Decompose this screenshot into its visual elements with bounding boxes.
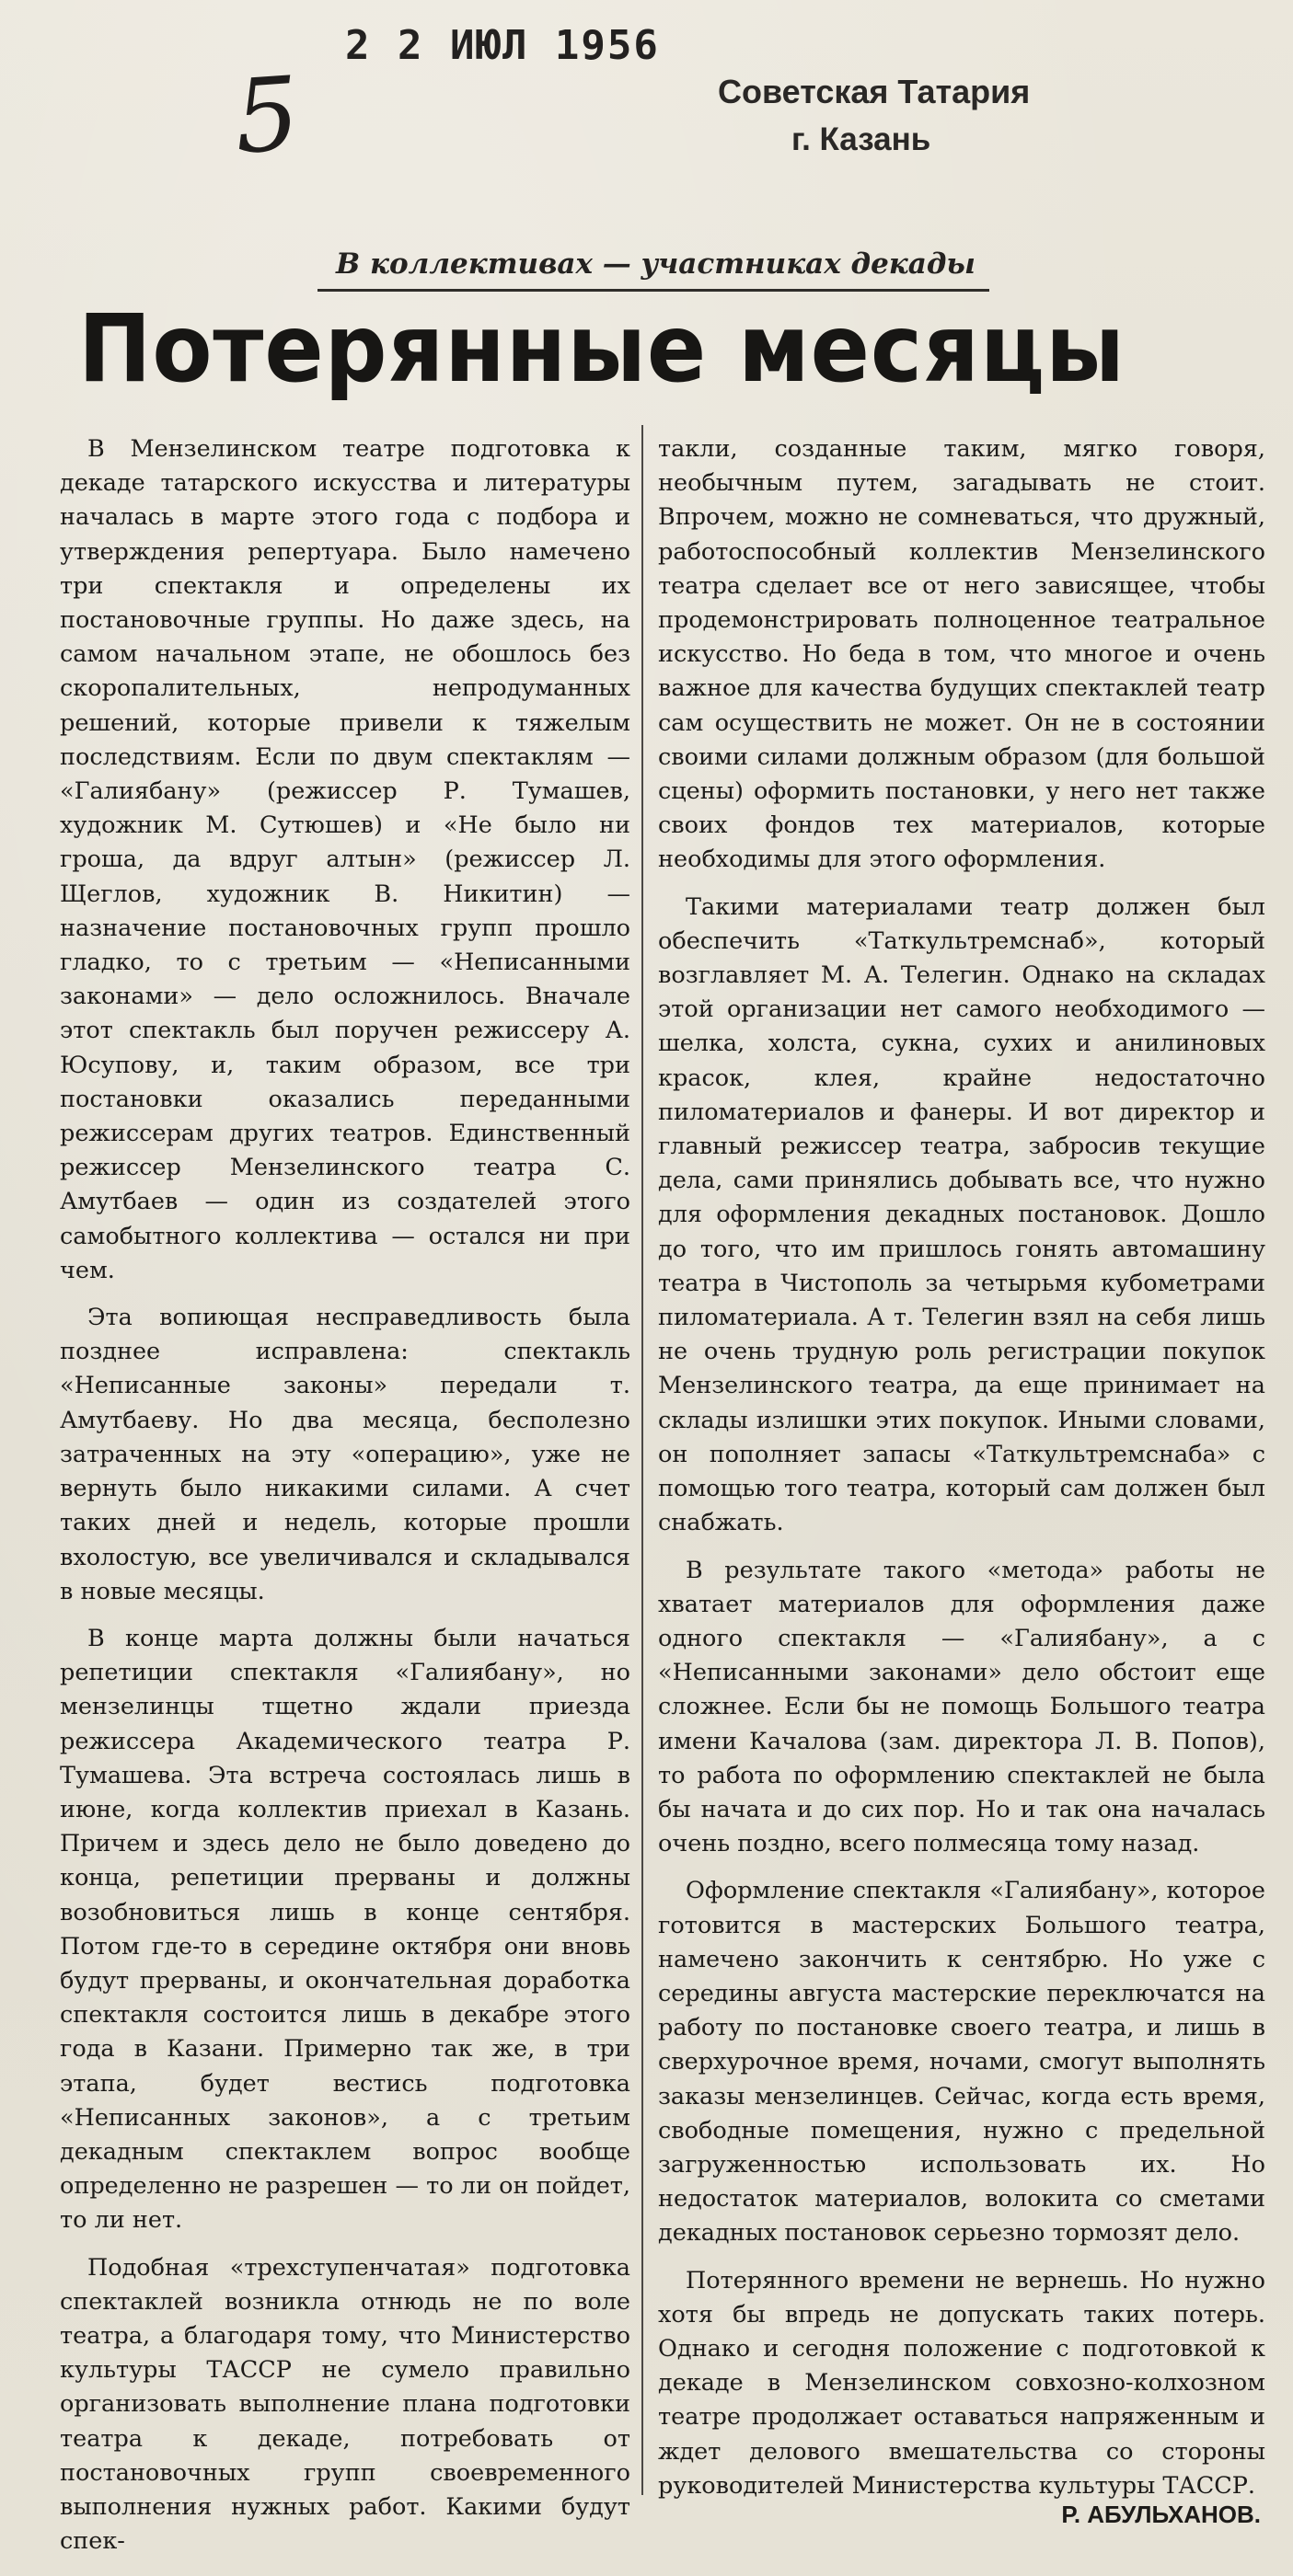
article-column-2 bbox=[658, 432, 1265, 2516]
paragraph: Оформление спектакля «Галиябану», которое готовится в мастерских Большого театра, намечено закончить к сентябрю. Но уже с середины августа мастерские переключатся на работу по постановке своего театра, и лишь в сверхурочное время, ночами, смогут выполнять заказы мензелинцев. Сейчас, когда есть время, свободные помещения, нужно с предельной загруженностью использовать их. Но недостаток материалов, волокита со сметами декадных постановок серьезно тормозят дело. bbox=[658, 1877, 1265, 2248]
author-signature: Р. АБУЛЬХАНОВ. bbox=[1061, 2501, 1261, 2528]
article-column-1 bbox=[60, 432, 630, 2571]
paragraph: В конце марта должны были начаться репетиции спектакля «Галиябану», но мензелинцы тщетно ждали приезда режиссера Академического театра Р. Тумашева. Эта встреча состоялась лишь в июне, когда коллектив приехал в Казань. Причем и здесь дело не было доведено до конца, репетиции прерваны и должны возобновиться лишь в конце сентября. Потом где-то в середине октября они вновь будут прерваны, и окончательная доработка спектакля состоится лишь в декабре этого года в Казани. Примерно так же, в три этапа, будет вестись подготовка «Неписанных законов», а с третьим декадным спектаклем вопрос вообще определенно не разрешен — то ли он пойдет, то ли нет. bbox=[60, 1624, 630, 2235]
paragraph: Подобная «трехступенчатая» подготовка спектаклей возникла отнюдь не по воле театра, а благодаря тому, что Министерство культуры ТАССР не сумело правильно организовать выполнение плана подготовки театра к декаде, потребовать от постановочных групп своевременного выполнения нужных работ. Какими будут спек- bbox=[60, 2253, 630, 2556]
newspaper-name: Советская Татария bbox=[718, 73, 1031, 110]
handwritten-number: 5 bbox=[230, 54, 304, 177]
paragraph: такли, созданные таким, мягко говоря, необычным путем, загадывать не стоит. Впрочем, можно не сомневаться, что дружный, работоспособный коллектив Мензелинского театра сделает все от него зависящее, чтобы продемонстрировать полноценное театральное искусство. Но беда в том, что многое и очень важное для качества будущих спектаклей театр сам осуществить не может. Он не в состоянии своими силами должным образом (для большой сцены) оформить постановки, у него нет также своих фондов тех материалов, которые необходимы для этого оформления. bbox=[658, 435, 1265, 874]
paragraph: Такими материалами театр должен был обеспечить «Таткультремснаб», который возглавляет М. А. Телегин. Однако на складах этой организации нет самого необходимого — шелка, холста, сукна, сухих и анилиновых красок, клея, крайне недостаточно пиломатериалов и фанеры. И вот директор и главный режиссер театра, забросив текущие дела, сами принялись добывать все, что нужно для оформления декадных постановок. Дошло до того, что им пришлось гонять автомашину театра в Чистополь за четырьмя кубометрами пиломатериала. А т. Телегин взял на себя лишь не очень трудную роль регистрации покупок Мензелинского театра, да еще принимает на склады излишки этих покупок. Иными словами, он пополняет запасы «Таткультремснаба» с помощью того театра, который сам должен был снабжать. bbox=[658, 892, 1265, 1537]
column-divider bbox=[641, 425, 643, 2495]
newspaper-city: г. Казань bbox=[791, 121, 931, 157]
rubric-underline bbox=[317, 289, 989, 292]
rubric: В коллективах — участниках декады bbox=[336, 247, 976, 281]
paragraph: В результате такого «метода» работы не хватает материалов для оформления даже одного спектакля — «Галиябану», а с «Неписанными законами» дело обстоит еще сложнее. Если бы не помощь Большого театра имени Качалова (зам. директора Л. В. Попов), то работа по оформлению спектаклей не была бы начата и до сих пор. Но и так она началась очень поздно, всего полмесяца тому назад. bbox=[658, 1556, 1265, 1858]
paragraph: Эта вопиющая несправедливость была позднее исправлена: спектакль «Неписанные законы» передали т. Амутбаеву. Но два месяца, бесполезно затраченных на эту «операцию», уже не вернуть было никакими силами. А счет таких дней и недель, которые прошли вхолостую, все увеличивался и складывался в новые месяцы. bbox=[60, 1304, 630, 1605]
article-headline: Потерянные месяцы bbox=[78, 294, 1126, 404]
paragraph: В Мензелинском театре подготовка к декаде татарского искусства и литературы началась в марте этого года с подбора и утверждения репертуара. Было намечено три спектакля и определены их постановочные группы. Но даже здесь, на самом начальном этапе, не обошлось без скоропалительных, непродуманных решений, которые привели к тяжелым последствиям. Если по двум спектаклям — «Галиябану» (режиссер Р. Тумашев, художник М. Сутюшев) и «Не было ни гроша, да вдруг алтын» (режиссер Л. Щеглов, художник В. Никитин) — назначение постановочных групп прошло гладко, то с третьим — «Неписанными законами» — дело осложнилось. Вначале этот спектакль был поручен режиссеру А. Юсупову, и, таким образом, все три постановки оказались переданными режиссерам других театров. Единственный режиссер Мензелинского театра С. Амутбаев — один из создателей этого самобытного коллектива — остался ни при чем. bbox=[60, 435, 630, 1284]
paragraph: Потерянного времени не вернешь. Но нужно хотя бы впредь не допускать таких потерь. Однако и сегодня положение с подготовкой к декаде в Мензелинском совхозно-колхозном театре продолжает оставаться напряженным и ждет делового вмешательства со стороны руководителей Министерства культуры ТАССР. bbox=[658, 2266, 1265, 2500]
date-stamp: 2 2 ИЮЛ 1956 bbox=[345, 22, 660, 69]
